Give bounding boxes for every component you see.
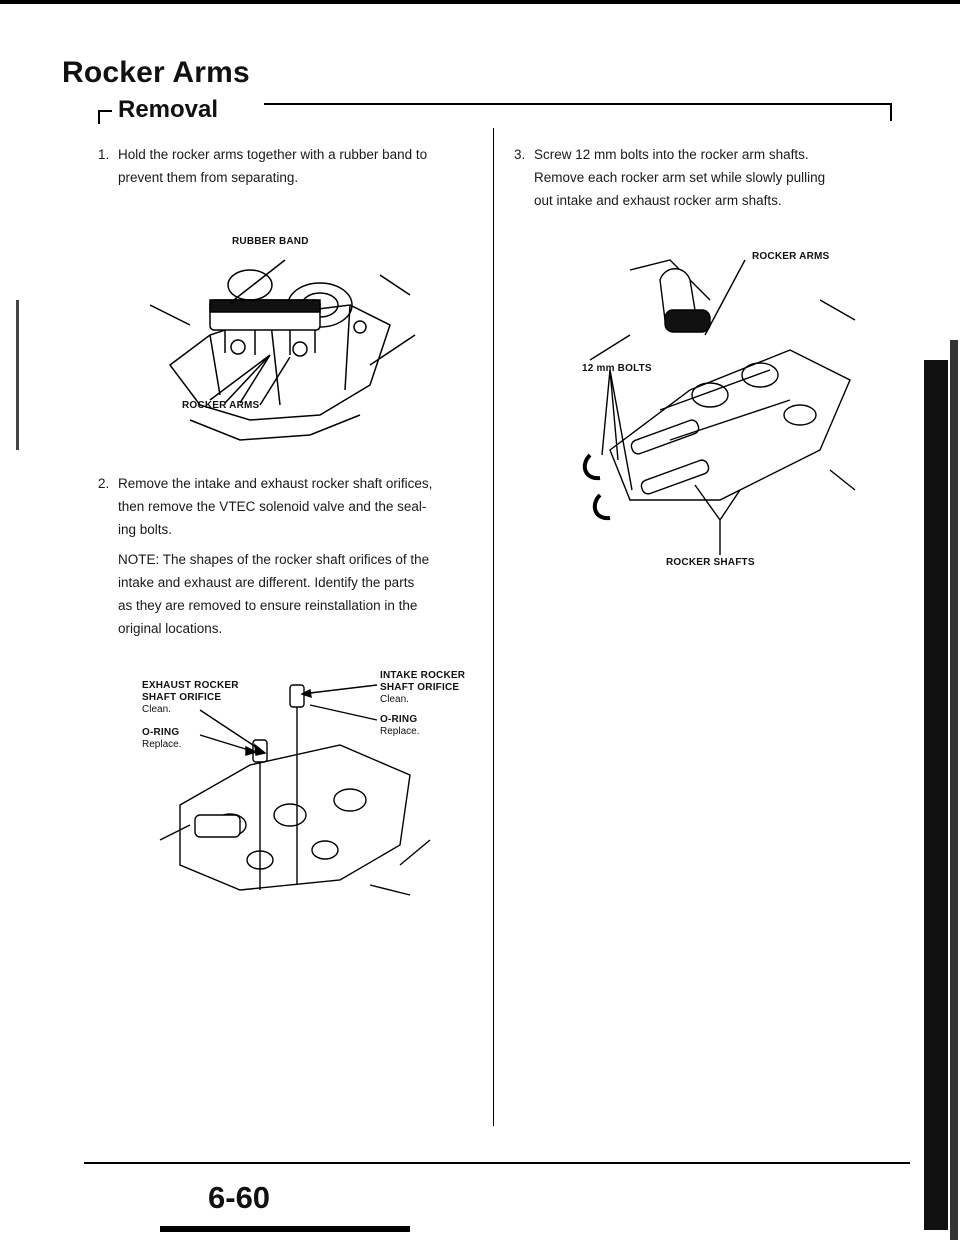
label-rocker-arms: ROCKER ARMS [182, 400, 260, 411]
section-rule-end [890, 103, 892, 121]
bottom-rule [84, 1162, 910, 1164]
note-line: NOTE: The shapes of the rocker shaft orifices of the [118, 552, 430, 567]
step-text-line: out intake and exhaust rocker arm shafts. [534, 193, 782, 208]
footer-bar [160, 1226, 410, 1232]
binding-edge-outer [950, 340, 958, 1240]
margin-mark [16, 300, 19, 450]
binding-edge [924, 360, 948, 1230]
label-o-ring-left: O-RING Replace. [142, 727, 182, 750]
step-text-line: Remove the intake and exhaust rocker shaft orifices, [118, 476, 433, 491]
step-2-note [118, 548, 488, 643]
top-rule [0, 0, 960, 4]
step-number: 1. [98, 147, 110, 162]
step-text-line: prevent them from separating. [118, 170, 299, 185]
figure-orifice-illustration [140, 665, 440, 900]
column-divider [493, 128, 494, 1126]
step-text-line: Remove each rocker arm set while slowly pulling [534, 170, 826, 185]
step-text-line: Hold the rocker arms together with a rubber band to [118, 147, 428, 162]
step-number: 2. [98, 476, 110, 491]
label-exhaust-orifice: EXHAUST ROCKER SHAFT ORIFICE Clean. [142, 680, 239, 715]
section-rule-right [264, 103, 892, 105]
label-rocker-arms-fig3: ROCKER ARMS [752, 251, 830, 262]
step-text-line: ing bolts. [118, 522, 173, 537]
step-3 [514, 143, 914, 218]
label-o-ring-right: O-RING Replace. [380, 714, 420, 737]
step-number: 3. [514, 147, 526, 162]
label-12mm-bolts: 12 mm BOLTS [582, 363, 652, 374]
section-title: Removal [118, 96, 219, 123]
section-rule-corner [98, 110, 100, 124]
label-rocker-shafts: ROCKER SHAFTS [666, 557, 755, 568]
step-text-line: Screw 12 mm bolts into the rocker arm shafts. [534, 147, 809, 162]
section-rule-left [98, 110, 112, 112]
figure-rubber-band-illustration [130, 245, 420, 445]
figure-rocker-shafts-illustration [570, 240, 860, 560]
label-rubber-band: RUBBER BAND [232, 236, 309, 247]
page-number: 6-60 [208, 1180, 271, 1215]
page-title: Rocker Arms [62, 56, 250, 89]
step-2 [98, 472, 488, 542]
note-line: as they are removed to ensure reinstallation in the [118, 598, 418, 613]
step-1 [98, 143, 478, 193]
label-intake-orifice: INTAKE ROCKER SHAFT ORIFICE Clean. [380, 670, 466, 705]
step-text-line: then remove the VTEC solenoid valve and the seal- [118, 499, 427, 514]
note-line: original locations. [118, 621, 223, 636]
note-line: intake and exhaust are different. Identify the parts [118, 575, 415, 590]
